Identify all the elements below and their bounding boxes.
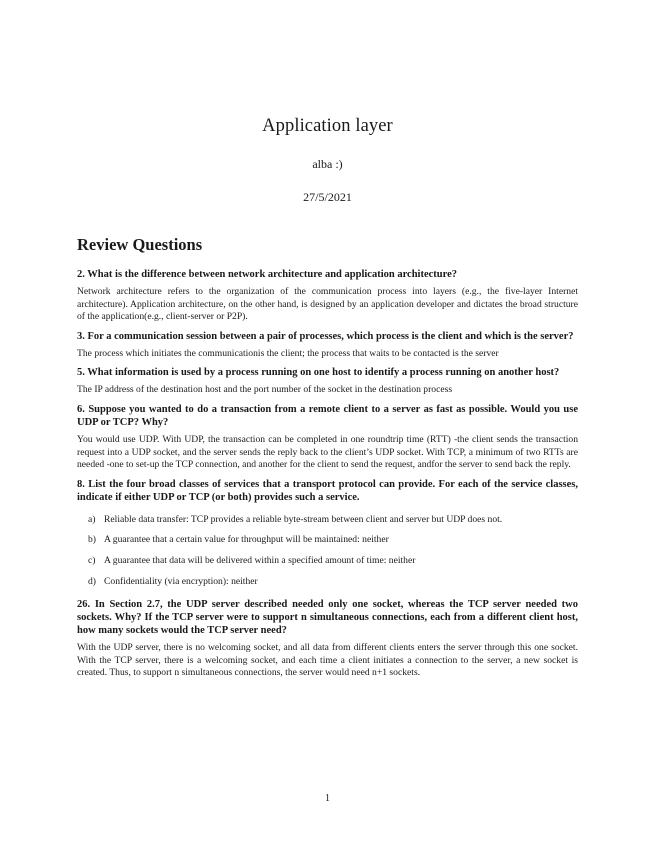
list-item-label: b) [88, 534, 96, 546]
document-title: Application layer [262, 116, 393, 136]
answer-3: The process which initiates the communicationis the client; the process that waits to be contacted is the server [77, 347, 499, 359]
list-item-text: Reliable data transfer: TCP provides a reliable byte-stream between client and server but UDP does not. [104, 513, 503, 525]
services-list [77, 514, 578, 588]
list-item [77, 555, 578, 568]
document-date: 27/5/2021 [303, 190, 352, 204]
answer-26: With the UDP server, there is no welcoming socket, and all data from different clients enters the server through this one socket. With the TCP server, there is a welcoming socket, and each time a client initiates a connection to the server, a new socket is created. Thus, to support n simultaneous connections, the server would need n+1 sockets. [77, 642, 578, 679]
page-number: 1 [325, 793, 330, 804]
list-item [77, 534, 578, 547]
question-8: 8. List the four broad classes of services that a transport protocol can provide. For each of the service classes, indicate if either UDP or TCP (or both) provides such a service. [77, 478, 578, 503]
list-item-text: Confidentiality (via encryption): neither [104, 575, 258, 587]
section-body [77, 268, 578, 686]
answer-2: Network architecture refers to the organization of the communication process into layers (e.g., the five-layer Internet architecture). Application architecture, on the other hand, is designed by an application developer and dictates the broad structure of the application(e.g., client-server or P2P). [77, 286, 578, 323]
document-author: alba :) [312, 157, 343, 171]
list-item-label: c) [88, 554, 96, 566]
list-item-text: A guarantee that a certain value for throughput will be maintained: neither [104, 534, 389, 546]
list-item [77, 576, 578, 589]
question-6: 6. Suppose you wanted to do a transaction from a remote client to a server as fast as possible. Would you use UDP or TCP? Why? [77, 403, 578, 428]
section-heading: Review Questions [77, 235, 203, 254]
list-item-text: A guarantee that data will be delivered within a specified amount of time: neither [104, 554, 416, 566]
question-5: 5. What information is used by a process running on one host to identify a process running on another host? [77, 367, 560, 379]
question-2: 2. What is the difference between network architecture and application architecture? [77, 269, 457, 280]
question-26: 26. In Section 2.7, the UDP server described needed only one socket, whereas the TCP server needed two sockets. Why? If the TCP server were to support n simultaneous connections, each from a different client host, how many sockets would the TCP server need? [77, 599, 578, 637]
answer-6: You would use UDP. With UDP, the transaction can be completed in one roundtrip time (RTT) -the client sends the transaction request into a UDP socket, and the server sends the reply back to the client’s UDP socket. With TCP, a minimum of two RTTs are needed -one to set-up the TCP connection, and another for the client to send the request, andfor the server to send back the reply. [77, 433, 578, 471]
question-3: 3. For a communication session between a pair of processes, which process is the client and which is the server? [77, 330, 574, 342]
answer-5: The IP address of the destination host and the port number of the socket in the destination process [77, 384, 453, 396]
list-item-label: a) [88, 513, 96, 525]
list-item-label: d) [88, 575, 96, 587]
list-item [77, 514, 578, 527]
